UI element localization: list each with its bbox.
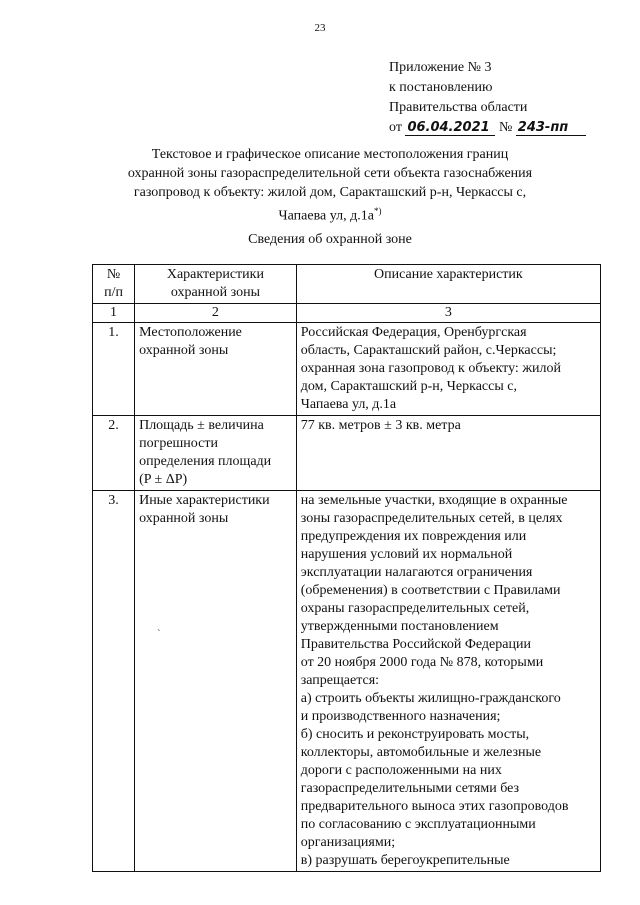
header-description (296, 265, 600, 304)
section-title: Сведения об охранной зоне (248, 232, 412, 247)
protection-zone-table (92, 264, 601, 872)
text-line: охраны газораспределительных сетей, (300, 601, 530, 616)
table-row (93, 323, 601, 416)
header-number-line-1: № (106, 267, 121, 282)
text-line: дороги с расположенными на них (300, 763, 502, 778)
page-number: 23 (314, 22, 326, 34)
text-line: от 20 ноября 2000 года № 878, которыми (300, 655, 544, 670)
row-number: 2. (93, 416, 135, 491)
stray-scan-mark: ` (157, 628, 161, 640)
table-header-row (93, 265, 601, 304)
title-line-3: газопровод к объекту: жилой дом, Саракташский р-н, Черкассы с, (133, 185, 527, 200)
appendix-block (389, 58, 586, 138)
appendix-line-3: Правительства области (389, 100, 528, 115)
row-number: 3. (93, 491, 135, 872)
text-line: эксплуатации налагаются ограничения (300, 565, 533, 580)
title-line-4 (60, 202, 600, 226)
text-line: газораспределительными сетями без (300, 781, 520, 796)
text-line: коллекторы, автомобильные и железные (300, 745, 542, 760)
header-characteristics-line-1: Характеристики (166, 267, 264, 282)
row-characteristic (135, 491, 297, 872)
appendix-number-sign: № (498, 120, 513, 135)
column-number-2: 2 (135, 304, 297, 323)
text-line: (P ± ΔP) (139, 472, 188, 487)
text-line: на земельные участки, входящие в охранные (300, 493, 568, 508)
header-number-line-2: п/п (104, 285, 123, 300)
title-line-2: охранной зоны газораспределительной сети объекта газоснабжения (127, 166, 533, 181)
text-line: охранная зона газопровод к объекту: жилой (300, 361, 561, 376)
text-line: Чапаева ул, д.1а (300, 397, 397, 412)
text-line: дом, Саракташский р-н, Черкассы с, (300, 379, 517, 394)
row-description (296, 323, 600, 416)
text-line: охранной зоны (139, 343, 229, 358)
text-line: (обременения) в соответствии с Правилами (300, 583, 561, 598)
row-description (296, 491, 600, 872)
text-line: 77 кв. метров ± 3 кв. метра (300, 418, 461, 433)
title-line-1: Текстовое и графическое описание местоположения границ (151, 147, 509, 162)
text-line: утвержденными постановлением (300, 619, 499, 634)
text-line: Правительства Российской Федерации (300, 637, 531, 652)
footnote-mark: *) (373, 206, 382, 216)
text-line: Иные характеристики (139, 493, 270, 508)
row-characteristic (135, 416, 297, 491)
column-number-3: 3 (296, 304, 600, 323)
table-row (93, 416, 601, 491)
header-characteristics-line-2: охранной зоны (170, 285, 261, 300)
row-number: 1. (93, 323, 135, 416)
column-number-row (93, 304, 601, 323)
text-line: организациями; (300, 835, 396, 850)
column-number-1: 1 (93, 304, 135, 323)
header-number (93, 265, 135, 304)
title-line-4-text: Чапаева ул, д.1а (278, 208, 374, 224)
text-line: а) строить объекты жилищно-гражданского (300, 691, 561, 706)
header-description-text: Описание характеристик (374, 267, 523, 282)
text-line: охранной зоны (139, 511, 229, 526)
appendix-line-1: Приложение № 3 (389, 60, 492, 75)
row-characteristic (135, 323, 297, 416)
handwritten-date: 06.04.2021 (405, 121, 495, 136)
text-line: погрешности (139, 436, 218, 451)
appendix-line-2: к постановлению (389, 80, 493, 95)
text-line: область, Саракташский район, с.Черкассы; (300, 343, 557, 358)
text-line: запрещается: (300, 673, 380, 688)
text-line: б) сносить и реконструировать мосты, (300, 727, 530, 742)
text-line: Площадь ± величина (139, 418, 264, 433)
table-row (93, 491, 601, 872)
text-line: нарушения условий их нормальной (300, 547, 513, 562)
text-line: зоны газораспределительных сетей, в целях (300, 511, 563, 526)
text-line: определения площади (139, 454, 272, 469)
header-characteristics (135, 265, 297, 304)
text-line: предварительного выноса этих газопроводов (300, 799, 569, 814)
text-line: Местоположение (139, 325, 242, 340)
handwritten-number: 243-пп (516, 121, 586, 136)
document-title (60, 145, 600, 226)
text-line: предупреждения их повреждения или (300, 529, 527, 544)
appendix-from: от (389, 120, 402, 135)
text-line: в) разрушать берегоукрепительные (300, 853, 510, 868)
text-line: по согласованию с эксплуатационными (300, 817, 536, 832)
text-line: Российская Федерация, Оренбургская (300, 325, 527, 340)
row-description (296, 416, 600, 491)
text-line: и производственного назначения; (300, 709, 501, 724)
appendix-line-4 (389, 118, 586, 138)
